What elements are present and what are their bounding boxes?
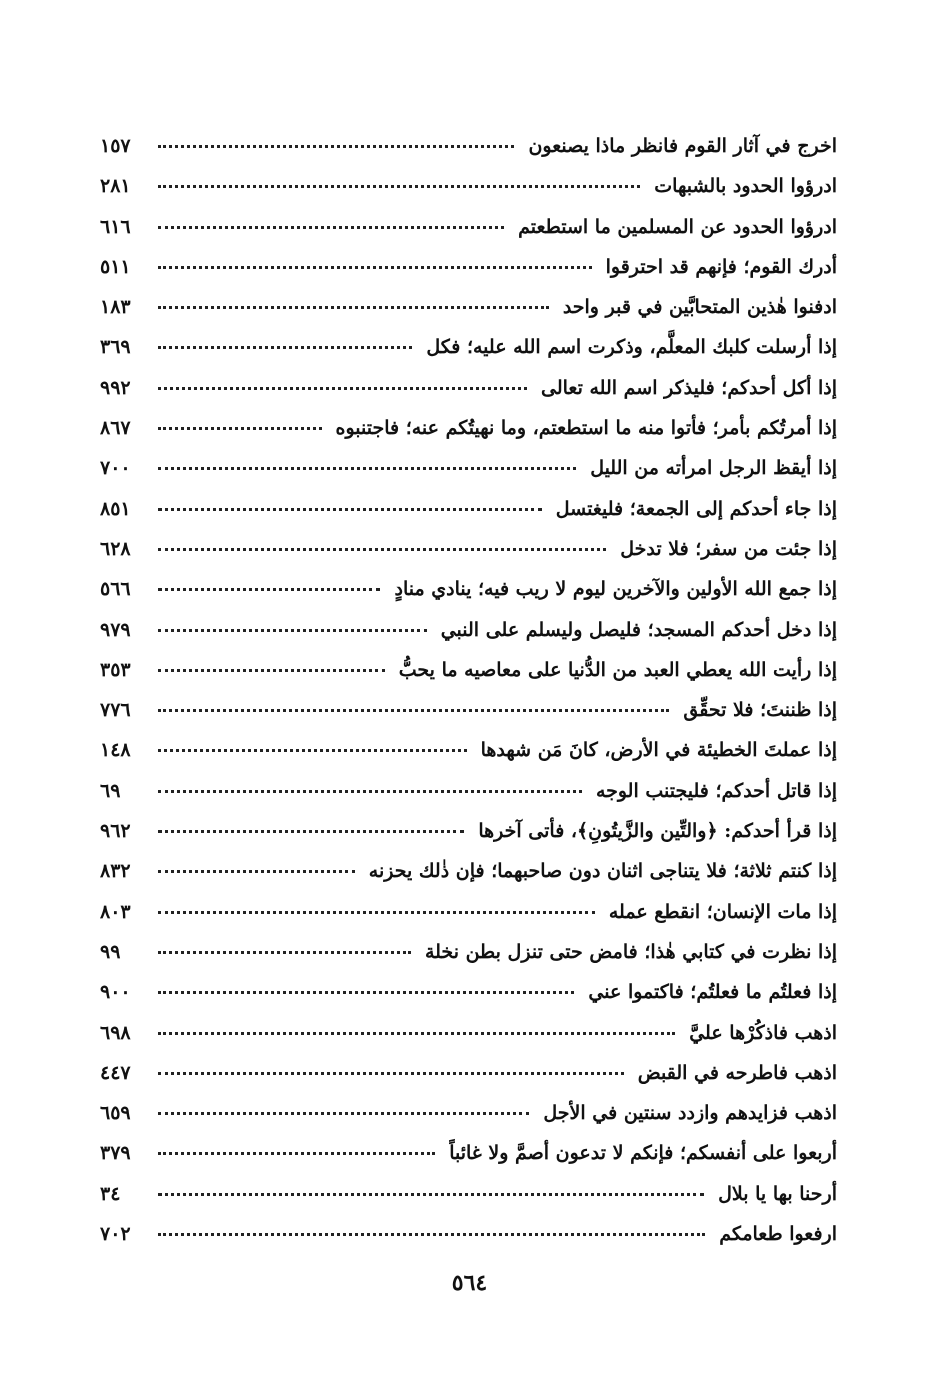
index-entry: [100, 771, 837, 811]
index-entry: [100, 610, 837, 650]
dot-leader: [158, 225, 504, 229]
entry-page-number: ٩٩٢: [100, 376, 131, 399]
entry-text: إذا ظننتَ؛ فلا تحقِّق: [683, 699, 837, 722]
entry-page-number: ٧٠٢: [100, 1223, 131, 1246]
dot-leader: [158, 466, 576, 470]
entry-page-number: ٨٦٧: [100, 417, 131, 440]
index-entry: [100, 489, 837, 529]
entry-text: ادفنوا هٰذين المتحابَّين في قبر واحد: [562, 296, 837, 319]
entry-text: اخرج في آثار القوم فانظر ماذا يصنعون: [528, 135, 837, 157]
index-entry: [100, 569, 837, 609]
dot-leader: [158, 345, 412, 349]
entry-page-number: ٩٠٠: [100, 981, 131, 1004]
index-entry: [100, 892, 837, 932]
dot-leader: [158, 265, 592, 269]
dot-leader: [158, 547, 606, 551]
entry-text: اذهب فاطرحه في القبض: [637, 1061, 837, 1084]
dot-leader: [158, 1031, 675, 1035]
index-entry: [100, 408, 837, 448]
dot-leader: [158, 587, 380, 591]
entry-text: إذا قاتل أحدكم؛ فليجتنب الوجه: [595, 779, 837, 802]
entry-page-number: ٦٥٩: [100, 1102, 131, 1125]
dot-leader: [158, 829, 464, 833]
entry-text: ادرؤوا الحدود بالشبهات: [654, 175, 837, 198]
entry-text: إذا فعلتُم ما فعلتُم؛ فاكتموا عني: [588, 981, 837, 1004]
entry-text: أرحنا بها يا بلال: [718, 1182, 837, 1205]
dot-leader: [158, 144, 514, 148]
entry-text: إذا أرسلت كلبك المعلَّم، وذكرت اسم الله عليه؛ فكل: [426, 336, 837, 359]
entry-text: إذا دخل أحدكم المسجد؛ فليصل وليسلم على النبي: [440, 618, 837, 641]
entry-text: إذا أمرتُكم بأمر؛ فأتوا منه ما استطعتم، وما نهيتُكم عنه؛ فاجتنبوه: [335, 417, 837, 440]
entry-text: إذا جاء أحدكم إلى الجمعة؛ فليغتسل: [555, 497, 837, 520]
entry-text: إذا نظرت في كتابي هٰذا؛ فامض حتى تنزل بطن نخلة: [424, 940, 837, 963]
index-entry: [100, 247, 837, 287]
dot-leader: [158, 950, 411, 954]
index-entry: [100, 730, 837, 770]
dot-leader: [158, 910, 595, 914]
entry-page-number: ٥١١: [100, 255, 131, 278]
dot-leader: [158, 1071, 624, 1075]
entry-page-number: ٤٤٧: [100, 1061, 131, 1084]
entry-page-number: ٨٠٣: [100, 900, 131, 923]
entry-text: إذا مات الإنسان؛ انقطع عمله: [608, 900, 837, 923]
entry-text: إذا جئت من سفر؛ فلا تدخل: [620, 537, 837, 560]
dot-leader: [158, 668, 385, 672]
dot-leader: [158, 748, 467, 752]
index-entry: [100, 448, 837, 488]
index-entry: [100, 690, 837, 730]
entry-page-number: ٥٦٦: [100, 578, 131, 601]
entry-page-number: ٦١٦: [100, 215, 131, 238]
entry-page-number: ١٤٨: [100, 739, 131, 762]
entry-page-number: ٩٦٢: [100, 820, 131, 843]
dot-leader: [158, 628, 427, 632]
entry-text: أدرك القوم؛ فإنهم قد احترقوا: [605, 255, 837, 278]
dot-leader: [158, 990, 574, 994]
index-entry: [100, 1133, 837, 1173]
dot-leader: [158, 789, 582, 793]
entry-page-number: ٣٦٩: [100, 336, 131, 359]
entry-page-number: ٢٨١: [100, 175, 131, 198]
entry-page-number: ٩٩: [100, 940, 121, 963]
entry-text: أربعوا على أنفسكم؛ فإنكم لا تدعون أصمَّ ولا غائباً: [449, 1142, 837, 1165]
index-entry: [100, 1093, 837, 1133]
dot-leader: [158, 184, 640, 188]
page-number: ٥٦٤: [451, 1270, 488, 1296]
entry-page-number: ٨٥١: [100, 497, 131, 520]
index-entry: [100, 368, 837, 408]
dot-leader: [158, 426, 322, 430]
index-entry: [100, 126, 837, 166]
index-entry: [100, 166, 837, 206]
index-entry: [100, 207, 837, 247]
index-entry: [100, 851, 837, 891]
entry-text: اذهب فزايدهم وازدد سنتين في الأجل: [543, 1102, 837, 1125]
entry-page-number: ٨٣٢: [100, 860, 131, 883]
entry-text: ارفعوا طعامكم: [719, 1223, 837, 1246]
index-entry: [100, 932, 837, 972]
entry-page-number: ٩٧٩: [100, 618, 131, 641]
index-entry: [100, 1174, 837, 1214]
entry-page-number: ٦٢٨: [100, 537, 131, 560]
entry-page-number: ٧٧٦: [100, 699, 131, 722]
entry-text: إذا أيقظ الرجل امرأته من الليل: [590, 457, 837, 480]
index-entry: [100, 1053, 837, 1093]
dot-leader: [158, 507, 542, 511]
index-entry: [100, 972, 837, 1012]
entry-page-number: ١٨٣: [100, 296, 131, 319]
entry-text: اذهب فاذكُرْها عليَّ: [689, 1021, 837, 1044]
entry-text: إذا قرأ أحدكم: ﴿والتِّين والزَّيتُونِ﴾، فأتى آخرها: [478, 820, 837, 843]
entry-page-number: ٦٩٨: [100, 1021, 131, 1044]
entry-text: إذا كنتم ثلاثة؛ فلا يتناجى اثنان دون صاحبهما؛ فإن ذٰلك يحزنه: [368, 860, 837, 883]
index-entry: [100, 287, 837, 327]
dot-leader: [158, 708, 669, 712]
entry-text: ادرؤوا الحدود عن المسلمين ما استطعتم: [518, 215, 837, 238]
index-entry: [100, 529, 837, 569]
entry-text: إذا عملتَ الخطيئة في الأرض، كانَ مَن شهدها: [480, 739, 837, 762]
index-entry: [100, 811, 837, 851]
dot-leader: [158, 305, 549, 309]
entry-page-number: ٧٠٠: [100, 457, 131, 480]
dot-leader: [158, 869, 355, 873]
hadith-index-list: [100, 126, 837, 1254]
index-entry: [100, 1013, 837, 1053]
entry-page-number: ٦٩: [100, 779, 121, 802]
entry-page-number: ١٥٧: [100, 135, 131, 157]
index-entry: [100, 327, 837, 367]
dot-leader: [158, 1111, 529, 1115]
entry-page-number: ٣٤: [100, 1182, 121, 1205]
index-entry: [100, 650, 837, 690]
dot-leader: [158, 1151, 435, 1155]
dot-leader: [158, 386, 527, 390]
index-entry: [100, 1214, 837, 1254]
dot-leader: [158, 1232, 705, 1236]
entry-page-number: ٣٥٣: [100, 658, 131, 681]
entry-page-number: ٣٧٩: [100, 1142, 131, 1165]
entry-text: إذا رأيت الله يعطي العبد من الدُّنيا على معاصيه ما يحبُّ: [398, 658, 837, 681]
entry-text: إذا جمع الله الأولين والآخرين ليوم لا ريب فيه؛ ينادي منادٍ: [394, 578, 837, 601]
dot-leader: [158, 1192, 704, 1196]
entry-text: إذا أكل أحدكم؛ فليذكر اسم الله تعالى: [540, 376, 837, 399]
